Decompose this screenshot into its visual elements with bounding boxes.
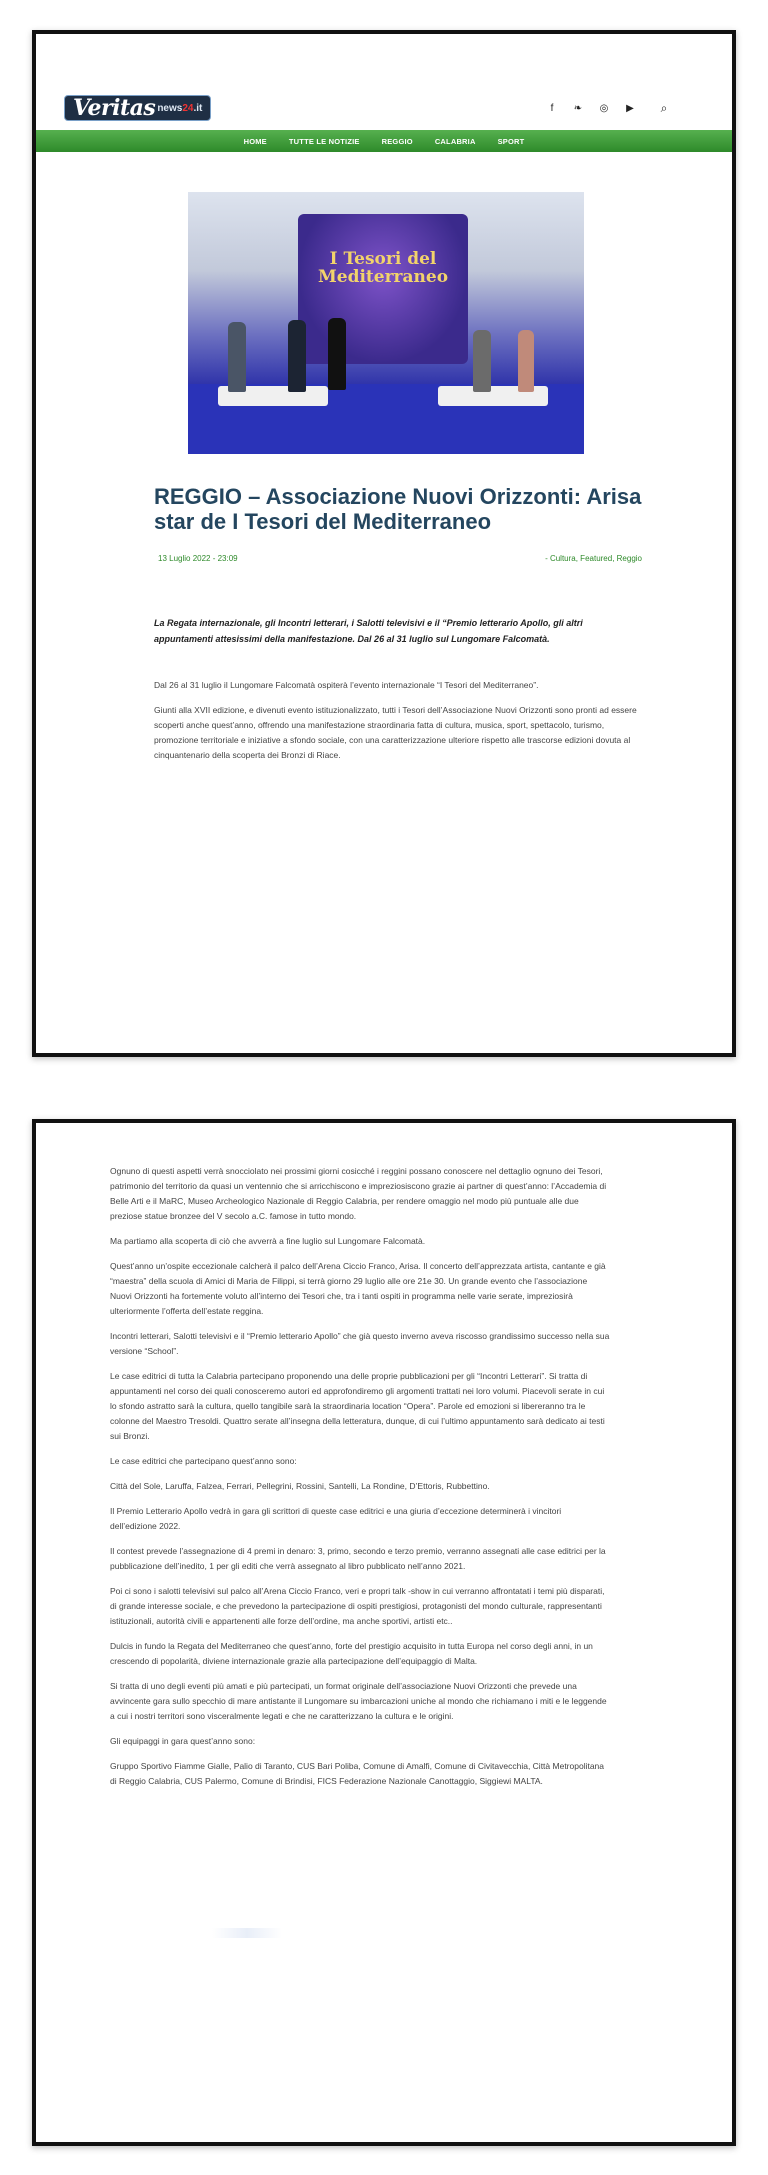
youtube-icon[interactable]: ▶ xyxy=(626,102,634,114)
paragraph: Il contest prevede l’assegnazione di 4 premi in denaro: 3, primo, secondo e terzo premio, verranno assegnati alle case editrici per la pubblicazione dell’inedito, 1 per gli editi che verrà assegnato al libro pubblicato nell’anno 2021. xyxy=(110,1546,606,1571)
social-links xyxy=(546,101,670,116)
site-header xyxy=(64,88,704,128)
search-icon[interactable]: ⌕ xyxy=(660,100,668,115)
article-categories[interactable]: - Cultura, Featured, Reggio xyxy=(545,554,642,563)
paragraph: Dulcis in fundo la Regata del Mediterraneo che quest’anno, forte del prestigio acquisito in tutta Europa nel corso degli anni, in un crescendo di popolarità, diviene internazionale grazie alla partecipazione dell’equipaggio di Malta. xyxy=(110,1641,593,1666)
paragraph: Ma partiamo alla scoperta di ciò che avverrà a fine luglio sul Lungomare Falcomatà. xyxy=(110,1236,426,1246)
paragraph: Poi ci sono i salotti televisivi sul palco all’Arena Ciccio Franco, veri e propri talk -show in cui verranno affrontatati i temi più disparati, di grande interesse sociale, e che prevedono la partecipazione di ospiti prestigiosi, protagonisti del mondo culturale, rappresentanti istituzionali, autorità civili e appartenenti alle forze dell’ordine, ma anche sportivi, artisti etc.. xyxy=(110,1586,605,1626)
nav-item-calabria[interactable]: CALABRIA xyxy=(434,136,476,146)
paragraph: Dal 26 al 31 luglio il Lungomare Falcomatà ospiterà l’evento internazionale “I Tesori del Mediterraneo”. xyxy=(154,680,539,690)
paragraph: Quest’anno un’ospite eccezionale calcherà il palco dell’Arena Ciccio Franco, Arisa. Il concerto dell’apprezzata artista, cantante e già “maestra” della scuola di Amici di Maria de Filippi, si terrà giorno 29 luglio alle ore 21e 30. Un grande evento che l’associazione Nuovi Orizzonti ha fortemente voluto all’interno dei Tesori che, tra i tanti ospiti in programma nelle varie serate, impreziosirà ulteriormente l’offerta dell’estate reggina. xyxy=(110,1261,606,1316)
paragraph: Giunti alla XVII edizione, e divenuti evento istituzionalizzato, tutti i Tesori dell’Associazione Nuovi Orizzonti sono pronti ad essere scoperti anche quest’anno, offrendo una manifestazione straordinaria fatta di cultura, musica, sport, spettacolo, turismo, promozione territoriale e iniziative a sfondo sociale, con una caratterizzazione ulteriore rispetto alle trascorse edizioni dovuta al cinquantenario della scoperta dei Bronzi di Riace. xyxy=(154,705,637,760)
article-meta xyxy=(158,554,642,563)
article-body-part-2 xyxy=(110,1164,610,1799)
hero-event-logo: I Tesori del Mediterraneo xyxy=(317,249,449,287)
article-title: REGGIO – Associazione Nuovi Orizzonti: Arisa star de I Tesori del Mediterraneo xyxy=(154,484,642,534)
article-lead: La Regata internazionale, gli Incontri letterari, i Salotti televisivi e il “Premio letterario Apollo, gli altri appuntamenti attesissimi della manifestazione. Dal 26 al 31 luglio sul Lungomare Falcomatà. xyxy=(154,618,583,644)
paragraph: Incontri letterari, Salotti televisivi e il “Premio letterario Apollo” che già questo inverno aveva riscosso grandissimo successo nella sua versione “School”. xyxy=(110,1331,610,1356)
paragraph: Le case editrici di tutta la Calabria partecipano proponendo una delle proprie pubblicazioni per gli “Incontri Letterari”. Si tratta di appuntamenti nel corso dei quali conosceremo autori ed approfondiremo gli argomenti trattati nei loro volumi. Piacevoli serate in cui lo sfondo astratto sarà la cultura, quello tangibile sarà la straordinaria location “Opera”. Parole ed emozioni si libereranno tra le colonne del Maestro Tresoldi. Quattro serate all’insegna della letteratura, dunque, di cui l’ultimo appuntamento sarà dedicato ai testi sui Bronzi. xyxy=(110,1371,605,1441)
logo-main-text: Veritas xyxy=(73,95,156,121)
faded-strip xyxy=(212,1928,282,1938)
paragraph: Gli equipaggi in gara quest’anno sono: xyxy=(110,1736,256,1746)
page-1 xyxy=(36,30,732,1053)
main-nav xyxy=(36,130,732,152)
paragraph: Città del Sole, Laruffa, Falzea, Ferrari, Pellegrini, Rossini, Santelli, La Rondine, D’Ettoris, Rubbettino. xyxy=(110,1481,490,1491)
logo-sub-text: news24.it xyxy=(157,102,203,114)
nav-item-home[interactable]: HOME xyxy=(243,136,267,146)
paragraph: Si tratta di uno degli eventi più amati e più partecipati, un format originale dell’associazione Nuovi Orizzonti che prevede una avvincente gara sullo specchio di mare antistante il Lungomare su imbarcazioni uniche al mondo che richiamano i miti e le leggende a cui i nostri territori sono visceralmente legati e che ne caratterizzano la cultura e le origini. xyxy=(110,1681,607,1721)
paragraph: Le case editrici che partecipano quest’anno sono: xyxy=(110,1456,297,1466)
instagram-icon[interactable]: ◎ xyxy=(599,102,609,114)
paragraph: Ognuno di questi aspetti verrà snocciolato nei prossimi giorni cosicché i reggini possano conoscere nel dettaglio ognuno dei Tesori, patrimonio del territorio da quasi un ventennio che si arricchiscono e impreziosiscono grazie ai partner di quest’anno: l’Accademia di Belle Arti e il MaRC, Museo Archeologico Nazionale di Reggio Calabria, per rendere omaggio nel modo più puntuale alle due preziose statue bronzee del V secolo a.C. famose in tutto mondo. xyxy=(110,1166,607,1221)
nav-item-tutte-le-notizie[interactable]: TUTTE LE NOTIZIE xyxy=(288,136,360,146)
nav-item-reggio[interactable]: REGGIO xyxy=(381,136,413,146)
nav-item-sport[interactable]: SPORT xyxy=(497,136,525,146)
paragraph: Gruppo Sportivo Fiamme Gialle, Palio di Taranto, CUS Bari Poliba, Comune di Amalfi, Comune di Civitavecchia, Città Metropolitana di Reggio Calabria, CUS Palermo, Comune di Brindisi, FICS Federazione Nazionale Canottaggio, Siggiewi MALTA. xyxy=(110,1761,605,1786)
article-body-part-1 xyxy=(154,678,644,773)
site-logo[interactable] xyxy=(64,95,211,121)
article-date: 13 Luglio 2022 - 23:09 xyxy=(158,554,238,563)
twitter-icon[interactable]: ❧ xyxy=(573,102,583,114)
facebook-icon[interactable]: f xyxy=(550,102,554,114)
hero-image xyxy=(188,192,584,454)
paragraph: Il Premio Letterario Apollo vedrà in gara gli scrittori di queste case editrici e una giuria d’eccezione determinerà i vincitori dell’edizione 2022. xyxy=(110,1506,562,1531)
